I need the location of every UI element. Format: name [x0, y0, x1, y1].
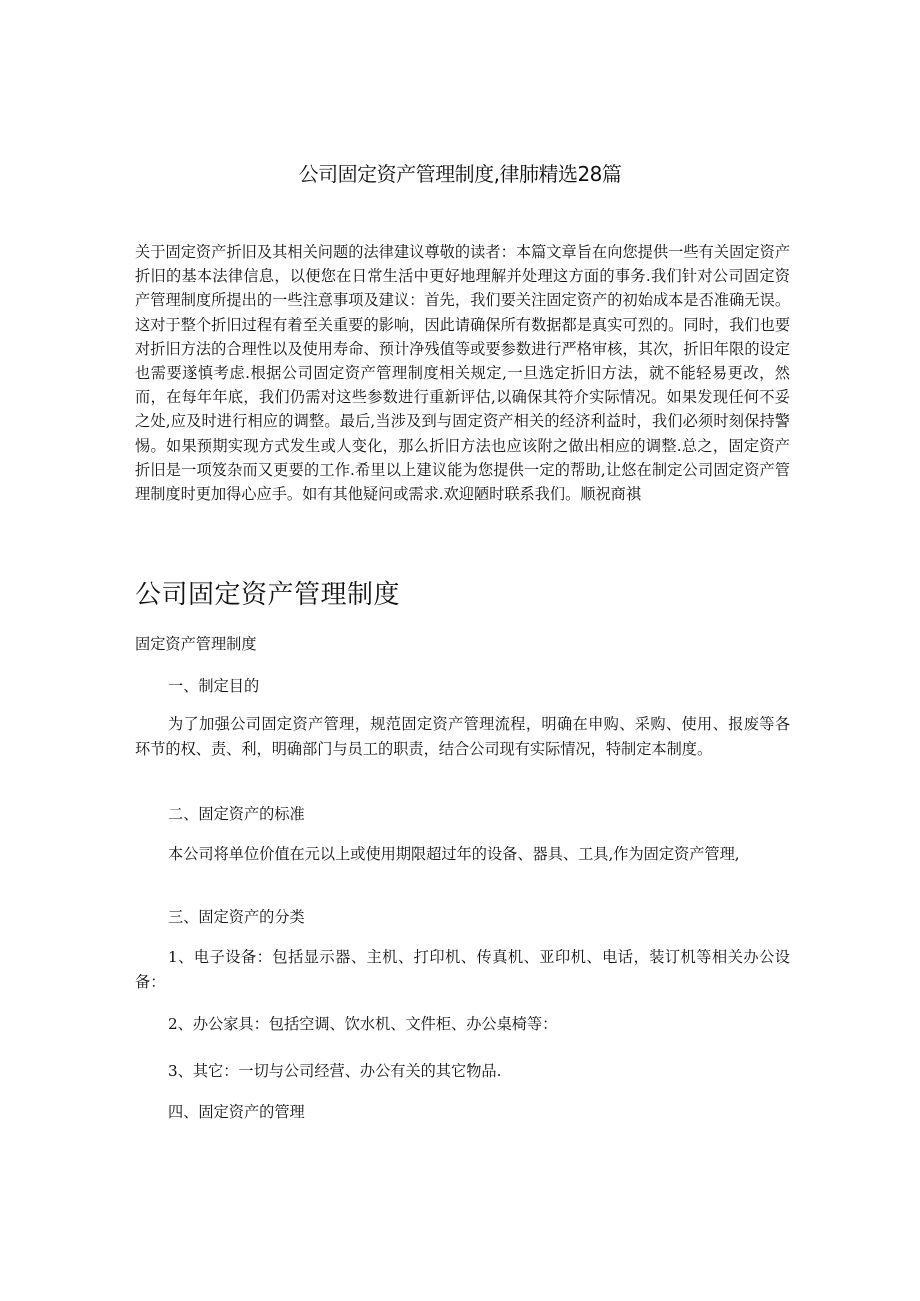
list-item-electronics: 1、电子设备：包括显示器、主机、打印机、传真机、亚印机、电话，装订机等相关办公设备： [135, 948, 790, 991]
list-item-furniture: 2、办公家具：包括空调、饮水机、文件柜、办公桌椅等： [168, 1015, 558, 1033]
heading-classification: 三、固定资产的分类 [168, 908, 305, 926]
section-heading: 公司固定资产管理制度 [135, 580, 401, 610]
list-item-other: 3、其它：一切与公司经营、办公有关的其它物品. [168, 1062, 502, 1080]
paragraph-standard: 本公司将单位价值在元以上或使用期限超过年的设备、器具、工具,作为固定资产管理, [168, 845, 740, 863]
document-title: 公司固定资产管理制度,律肺精选28篇 [298, 162, 622, 186]
intro-paragraph: 关于固定资产折旧及其相关问题的法律建议尊敬的读者：本篇文章旨在向您提供一些有关固定资产折旧的基本法律信息，以便您在日常生活中更好地理解并处理这方面的事务.我们针对公司固定资产管理制度所提出的一些注意事项及建议：首先，我们要关注固定资产的初始成本是否准确无误。这对于整个折旧过程有着至关重要的影响，因此请确保所有数据都是真实可烈的。同时，我们也要对折旧方法的合理性以及使用寿命、预计净残值等或要参数进行严格审核，其次，折旧年限的设定也需要遂慎考虑.根据公司固定资产管理制度相关规定,一旦选定折旧方法，就不能轻易更改，然而，在每年年底，我们仍需对这些参数进行重新评估,以确保其符介实际情况。如果发现任何不妥之处,应及时进行相应的调整。最后,当涉及到与固定资产相关的经济利益时，我们必须时刻保持警惕。如果预期实现方式发生或人变化，那么折旧方法也应该附之做出相应的调整.总之，固定资产折旧是一项笈杂而又更要的工作.希里以上建议能为您提供一定的帮助,让悠在制定公司固定资产管理制度时更加得心应手。如有其他疑问或需求.欢迎陋时联系我们。顺祝商祺 [135, 243, 790, 504]
heading-purpose: 一、制定目的 [168, 677, 260, 695]
policy-subtitle: 固定资产管理制度 [135, 635, 257, 653]
heading-standard: 二、固定资产的标准 [168, 805, 305, 823]
heading-management: 四、固定资产的管理 [168, 1103, 305, 1121]
paragraph-purpose: 为了加强公司固定资产管理，规范固定资产管理流程，明确在申购、采购、使用、报废等各环节的权、责、利，明确部门与员工的职责，结合公司现有实际情况，特制定本制度。 [135, 715, 790, 758]
